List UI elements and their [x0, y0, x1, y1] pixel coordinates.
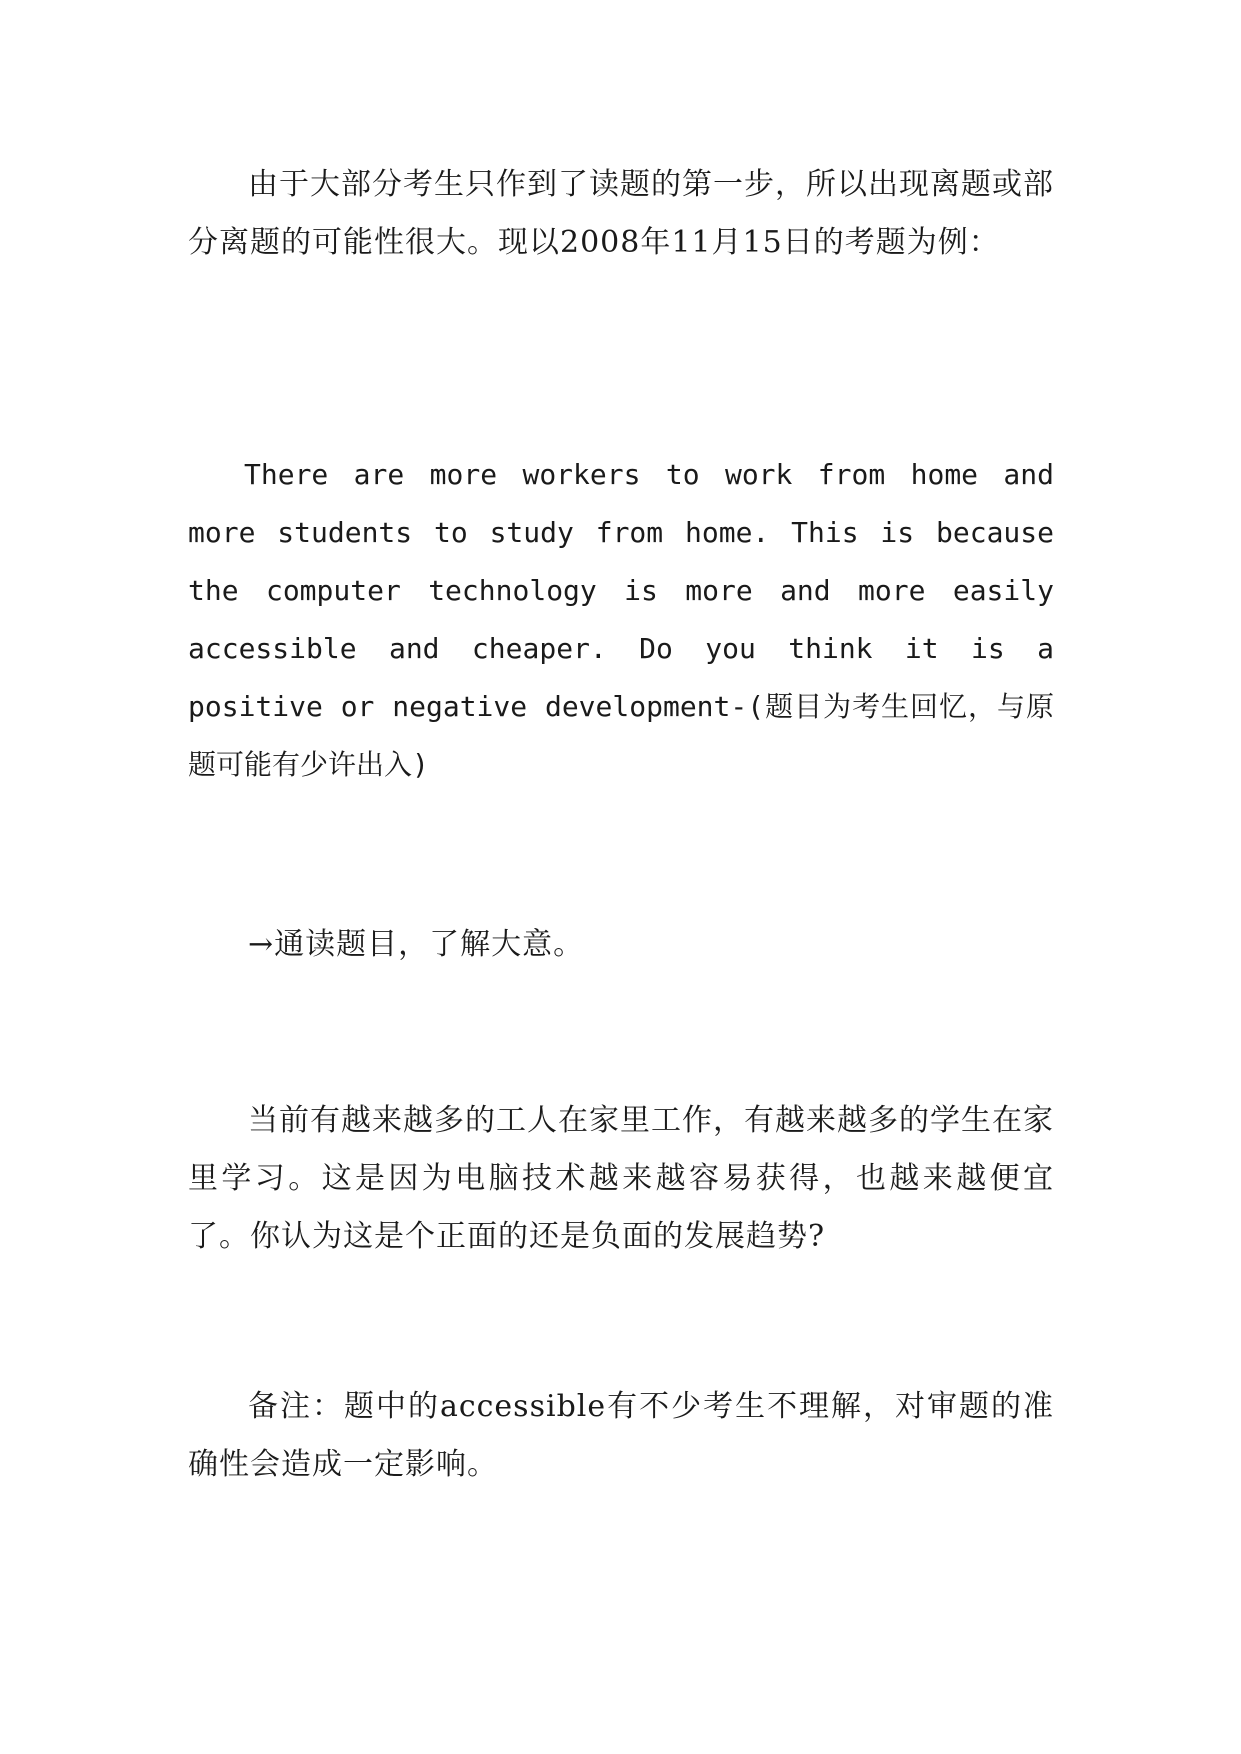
note-paragraph: 备注：题中的accessible有不少考生不理解，对审题的准确性会造成一定影响。: [188, 1389, 1054, 1482]
intro-paragraph: 由于大部分考生只作到了读题的第一步，所以出现离题或部分离题的可能性很大。现以2008年11月15日的考题为例：: [188, 167, 1054, 260]
translation-paragraph: 当前有越来越多的工人在家里工作，有越来越多的学生在家里学习。这是因为电脑技术越来越容易获得，也越来越便宜了。你认为这是个正面的还是负面的发展趋势?: [188, 1103, 1054, 1254]
exam-question-paragraph: There are more workers to work from home and more students to study from home. This is because the computer technology is more and more easily accessible and cheaper. Do you think it is a positive or negative development-(题目为考生回忆，与原题可能有少许出入): [188, 458, 1054, 781]
step-paragraph: →通读题目，了解大意。: [248, 927, 585, 962]
